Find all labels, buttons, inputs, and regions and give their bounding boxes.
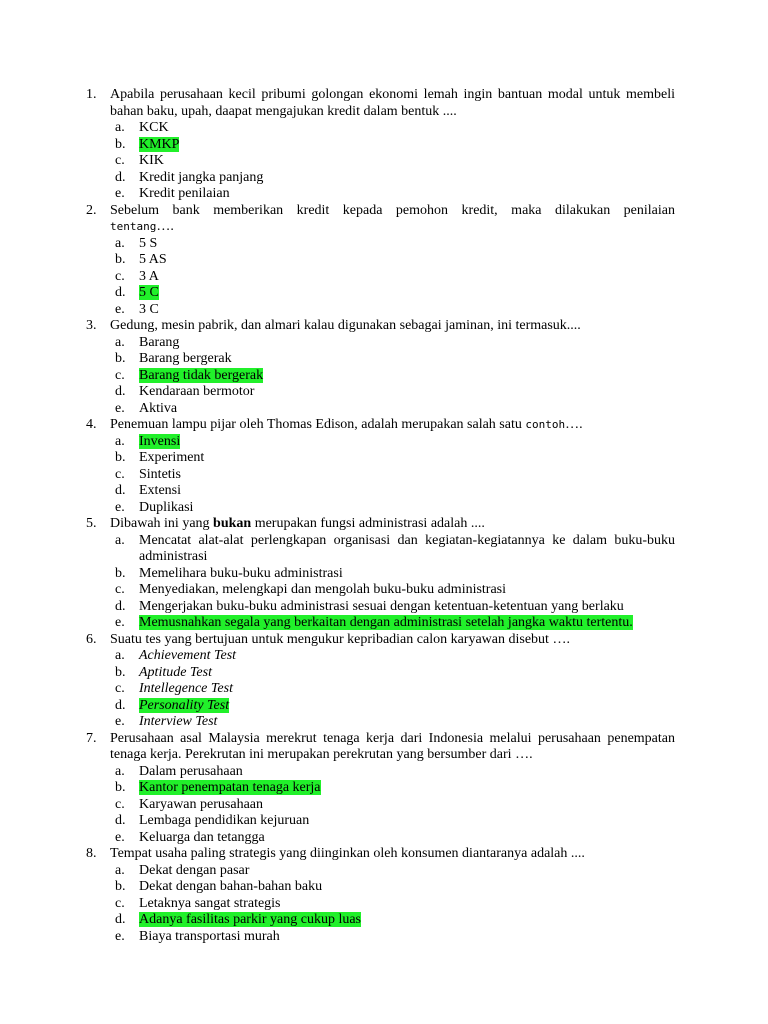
option-text: 3 C xyxy=(139,301,159,317)
correct-answer-highlight: Adanya fasilitas parkir yang cukup luas xyxy=(139,912,361,927)
option-text: Intellegence Test xyxy=(139,681,233,696)
correct-answer-highlight: Barang tidak bergerak xyxy=(139,367,264,383)
option-letter: b. xyxy=(115,136,126,152)
question-3 xyxy=(86,318,675,417)
question-ellipsis: …. xyxy=(156,219,174,234)
option-a xyxy=(86,335,675,352)
option-letter: a. xyxy=(115,862,125,878)
option-a xyxy=(86,434,675,451)
option-text: KCK xyxy=(139,120,169,135)
option-letter: a. xyxy=(115,648,125,663)
option-text: Achievement Test xyxy=(139,648,237,663)
option-letter: e. xyxy=(115,615,125,630)
question-4 xyxy=(86,417,675,516)
option-letter: d. xyxy=(115,813,126,828)
correct-answer-highlight: KMKP xyxy=(139,136,180,152)
option-letter: d. xyxy=(115,384,126,399)
question-text xyxy=(110,731,675,764)
option-letter: a. xyxy=(115,235,125,251)
option-a xyxy=(86,120,675,137)
option-text: KIK xyxy=(139,153,164,168)
option-a xyxy=(86,648,675,665)
option-text: Kendaraan bermotor xyxy=(139,384,255,399)
question-7 xyxy=(86,731,675,847)
question-5 xyxy=(86,516,675,632)
question-text-main: Penemuan lampu pijar oleh Thomas Edison, adalah merupakan salah satu xyxy=(110,417,526,432)
correct-answer-highlight: 5 C xyxy=(139,285,159,300)
option-text: Lembaga pendidikan kejuruan xyxy=(139,813,310,828)
option-list xyxy=(86,764,675,847)
question-number: 6. xyxy=(86,631,97,647)
option-c xyxy=(86,896,675,913)
option-letter: b. xyxy=(115,351,126,366)
option-text: Barang xyxy=(139,334,180,350)
option-list xyxy=(86,335,675,418)
option-letter: e. xyxy=(115,714,125,729)
option-e xyxy=(86,615,675,632)
option-c xyxy=(86,153,675,170)
question-1 xyxy=(86,87,675,203)
correct-answer-highlight: Personality Test xyxy=(139,697,230,713)
question-number: 1. xyxy=(86,87,97,102)
option-letter: b. xyxy=(115,252,126,267)
option-c xyxy=(86,582,675,599)
option-d xyxy=(86,285,675,302)
option-d xyxy=(86,599,675,616)
option-letter: d. xyxy=(115,169,126,185)
option-letter: b. xyxy=(115,450,126,465)
option-e xyxy=(86,830,675,847)
option-letter: c. xyxy=(115,153,125,168)
question-list xyxy=(86,87,675,945)
option-letter: b. xyxy=(115,879,126,894)
option-text: Aptitude Test xyxy=(139,664,212,680)
option-letter: e. xyxy=(115,400,125,416)
option-b xyxy=(86,566,675,583)
option-c xyxy=(86,368,675,385)
question-text-main: Sebelum bank memberikan kredit kepada pemohon kredit, maka dilakukan penilaian xyxy=(110,202,675,218)
option-d xyxy=(86,813,675,830)
question-8 xyxy=(86,846,675,945)
option-a xyxy=(86,236,675,253)
option-d xyxy=(86,698,675,715)
question-text-main: Perusahaan asal Malaysia merekrut tenaga kerja dari Indonesia melalui perusahaan penempatan tenaga kerja. Perekrutan ini merupakan perekrutan yang bersumber dari xyxy=(110,730,675,762)
option-text: Barang bergerak xyxy=(139,351,232,366)
question-6 xyxy=(86,632,675,731)
option-letter: c. xyxy=(115,895,125,911)
option-letter: d. xyxy=(115,598,126,614)
option-text: Mencatat alat-alat perlengkapan organisasi dan kegiatan-kegiatannya ke dalam buku-buku administrasi xyxy=(139,532,675,564)
correct-answer-highlight: Invensi xyxy=(139,433,181,449)
option-letter: d. xyxy=(115,697,126,713)
question-text-after: merupakan fungsi administrasi adalah .... xyxy=(251,516,485,531)
question-2 xyxy=(86,203,675,319)
option-letter: a. xyxy=(115,334,125,350)
option-d xyxy=(86,912,675,929)
option-letter: a. xyxy=(115,532,125,548)
option-letter: d. xyxy=(115,483,126,498)
question-number: 2. xyxy=(86,202,97,218)
option-text: Biaya transportasi murah xyxy=(139,928,280,944)
option-text: Letaknya sangat strategis xyxy=(139,895,281,911)
question-text-emphasis: bukan xyxy=(213,516,252,531)
option-list xyxy=(86,863,675,946)
option-letter: d. xyxy=(115,285,126,300)
option-text: Memelihara buku-buku administrasi xyxy=(139,565,343,581)
option-letter: a. xyxy=(115,120,125,135)
option-text: Dekat dengan bahan-bahan baku xyxy=(139,879,323,894)
question-ellipsis: …. xyxy=(552,631,570,647)
option-letter: a. xyxy=(115,763,125,779)
option-letter: e. xyxy=(115,928,125,944)
option-e xyxy=(86,401,675,418)
option-b xyxy=(86,351,675,368)
question-text xyxy=(110,203,675,220)
option-text: Mengerjakan buku-buku administrasi sesuai dengan ketentuan-ketentuan yang berlaku xyxy=(139,598,624,614)
option-letter: c. xyxy=(115,466,125,482)
correct-answer-highlight: Memusnahkan segala yang berkaitan dengan administrasi setelah jangka waktu tertentu. xyxy=(139,615,633,630)
option-list xyxy=(86,648,675,731)
question-number: 5. xyxy=(86,516,97,531)
option-letter: e. xyxy=(115,499,125,515)
option-letter: c. xyxy=(115,268,125,284)
option-e xyxy=(86,929,675,946)
option-list xyxy=(86,434,675,517)
option-b xyxy=(86,252,675,269)
question-ellipsis: …. xyxy=(565,417,583,432)
option-d xyxy=(86,483,675,500)
question-text-tail: tentang xyxy=(110,220,157,233)
option-letter: b. xyxy=(115,565,126,581)
option-b xyxy=(86,879,675,896)
question-text xyxy=(110,632,675,649)
question-text-main: Suatu tes yang bertujuan untuk mengukur kepribadian calon karyawan disebut xyxy=(110,631,553,647)
option-letter: b. xyxy=(115,664,126,680)
option-text: Dekat dengan pasar xyxy=(139,862,250,878)
option-text: Experiment xyxy=(139,450,205,465)
option-b xyxy=(86,780,675,797)
option-letter: b. xyxy=(115,780,126,795)
question-text xyxy=(110,417,675,434)
option-letter: e. xyxy=(115,301,125,317)
question-ellipsis: …. xyxy=(515,747,533,762)
option-text: Kredit penilaian xyxy=(139,186,230,201)
option-c xyxy=(86,269,675,286)
option-letter: c. xyxy=(115,796,125,812)
correct-answer-highlight: Kantor penempatan tenaga kerja xyxy=(139,780,321,795)
option-letter: e. xyxy=(115,829,125,845)
question-text: Tempat usaha paling strategis yang diinginkan oleh konsumen diantaranya adalah .... xyxy=(110,846,585,861)
question-text-tail: contoh xyxy=(525,418,566,431)
option-b xyxy=(86,450,675,467)
option-a xyxy=(86,863,675,880)
option-text: Sintetis xyxy=(139,466,182,482)
option-text: 3 A xyxy=(139,268,159,284)
option-e xyxy=(86,302,675,319)
option-text: Dalam perusahaan xyxy=(139,763,243,779)
option-b xyxy=(86,137,675,154)
option-letter: e. xyxy=(115,186,125,201)
option-e xyxy=(86,500,675,517)
option-text: Menyediakan, melengkapi dan mengolah buku-buku administrasi xyxy=(139,582,507,597)
question-text xyxy=(110,516,675,533)
option-letter: c. xyxy=(115,367,125,383)
option-text: Keluarga dan tetangga xyxy=(139,829,265,845)
option-text: 5 S xyxy=(139,235,158,251)
option-text: Extensi xyxy=(139,483,181,498)
option-b xyxy=(86,665,675,682)
option-list xyxy=(86,533,675,632)
option-e xyxy=(86,186,675,203)
question-text: Apabila perusahaan kecil pribumi golongan ekonomi lemah ingin bantuan modal untuk membeli bahan baku, upah, daapat mengajukan kredit dalam bentuk .... xyxy=(110,87,675,119)
option-text: Aktiva xyxy=(139,400,178,416)
option-letter: a. xyxy=(115,433,125,449)
option-c xyxy=(86,467,675,484)
question-number: 7. xyxy=(86,730,97,746)
question-number: 4. xyxy=(86,417,97,432)
option-c xyxy=(86,797,675,814)
question-number: 8. xyxy=(86,846,97,861)
option-d xyxy=(86,170,675,187)
option-text: Duplikasi xyxy=(139,499,194,515)
option-text: Kredit jangka panjang xyxy=(139,169,264,185)
option-a xyxy=(86,533,675,566)
option-text: 5 AS xyxy=(139,252,167,267)
question-text-continued xyxy=(110,219,675,236)
question-text: Gedung, mesin pabrik, dan almari kalau digunakan sebagai jaminan, ini termasuk.... xyxy=(110,318,581,333)
option-letter: d. xyxy=(115,912,126,927)
option-letter: c. xyxy=(115,681,125,696)
option-letter: c. xyxy=(115,582,125,597)
option-text: Karyawan perusahaan xyxy=(139,796,263,812)
option-c xyxy=(86,681,675,698)
question-number: 3. xyxy=(86,318,97,333)
question-text-before: Dibawah ini yang xyxy=(110,516,214,531)
option-d xyxy=(86,384,675,401)
option-a xyxy=(86,764,675,781)
option-e xyxy=(86,714,675,731)
option-list xyxy=(86,236,675,319)
option-list xyxy=(86,120,675,203)
option-text: Interview Test xyxy=(139,714,218,729)
